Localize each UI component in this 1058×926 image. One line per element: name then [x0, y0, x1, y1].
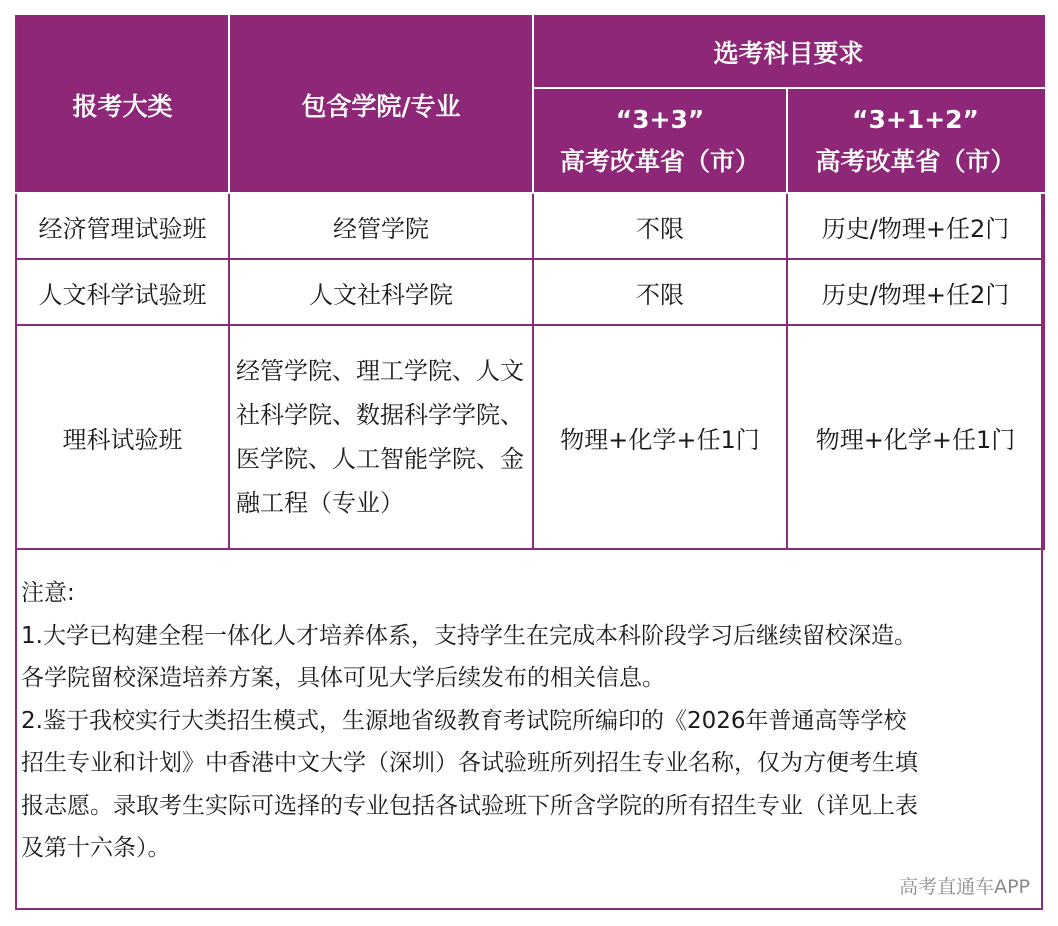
subject-requirement-table: [15, 15, 1045, 550]
header-3plus3: [533, 88, 787, 193]
row-req-3plus1plus2: 物理+化学+任1门: [787, 325, 1044, 549]
row-req-3plus1plus2: 历史/物理+任2门: [787, 193, 1044, 259]
table-row: [16, 325, 1044, 549]
notes-title: 注意:: [21, 580, 75, 606]
row-colleges: 经管学院: [229, 193, 533, 259]
watermark: 高考直通车APP: [899, 876, 1030, 898]
header-subject-requirement: 选考科目要求: [533, 16, 1044, 88]
notes-line: 及第十六条）。: [21, 835, 171, 861]
row-req-3plus3: 不限: [533, 259, 787, 325]
row-req-3plus3: 物理+化学+任1门: [533, 325, 787, 549]
row-req-3plus1plus2: 历史/物理+任2门: [787, 259, 1044, 325]
header-3plus3-line2: 高考改革省（市）: [559, 146, 760, 176]
notes-line: 2.鉴于我校实行大类招生模式，生源地省级教育考试院所编印的《2026年普通高等学校: [21, 707, 907, 734]
table-row: [16, 193, 1044, 259]
table-row: [16, 259, 1044, 325]
notes-line: 1.大学已构建全程一体化人才培养体系，支持学生在完成本科阶段学习后继续留校深造。: [21, 622, 917, 649]
row-category: 理科试验班: [16, 325, 229, 549]
header-colleges: 包含学院/专业: [229, 16, 533, 193]
header-3plus1plus2-line2: 高考改革省（市）: [815, 146, 1016, 176]
header-3plus3-line1: “3+3”: [615, 104, 705, 134]
row-req-3plus3: 不限: [533, 193, 787, 259]
row-colleges: 人文社科学院: [229, 259, 533, 325]
row-category: 人文科学试验班: [16, 259, 229, 325]
notes-line: 招生专业和计划》中香港中文大学（深圳）各试验班所列招生专业名称，仅为方便考生填: [21, 750, 918, 776]
header-3plus1plus2-line1: “3+1+2”: [852, 104, 979, 134]
row-colleges: 经管学院、理工学院、人文社科学院、数据科学学院、医学院、人工智能学院、金融工程（专业）: [229, 325, 533, 549]
notes-section: [21, 572, 1039, 870]
notes-line: 报志愿。录取考生实际可选择的专业包括各试验班下所含学院的所有招生专业（详见上表: [21, 792, 918, 819]
header-3plus1plus2: [787, 88, 1044, 193]
header-category: 报考大类: [16, 16, 229, 193]
notes-line: 各学院留校深造培养方案，具体可见大学后续发布的相关信息。: [21, 665, 665, 691]
row-category: 经济管理试验班: [16, 193, 229, 259]
